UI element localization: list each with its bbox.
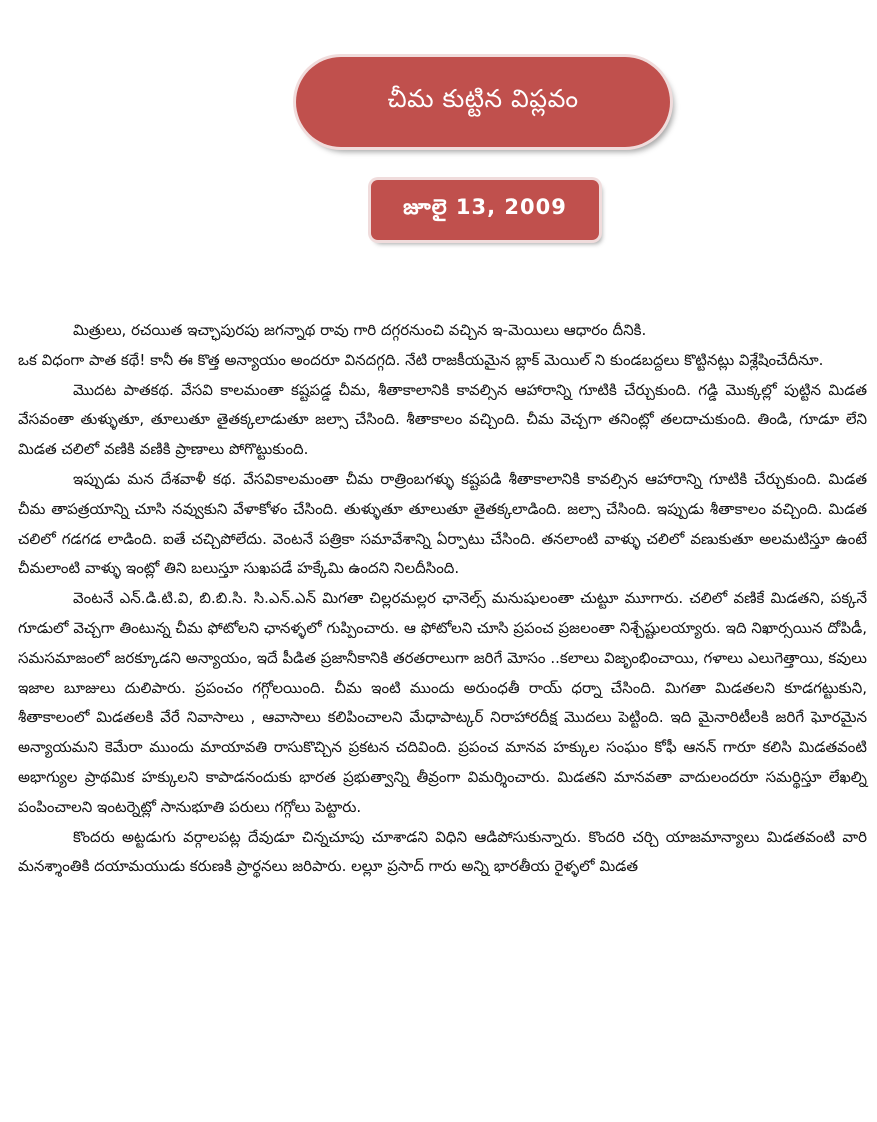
- article-paragraph: మిత్రులు, రచయిత ఇచ్ఛాపురపు జగన్నాథ రావు గారి దగ్గరనుంచి వచ్చిన ఇ-మెయిలు ఆధారం దీనికి.: [73, 321, 647, 339]
- article-title: చీమ కుట్టిన విప్లవం: [387, 84, 579, 113]
- article-paragraph: కొందరు అట్టడుగు వర్గాలపట్ల దేవుడూ చిన్నచూపు చూశాడని విధిని ఆడిపోసుకున్నారు. కొందరి చర్చి యాజమాన్యాలు మిడతవంటి వారి మనశ్శాంతికి దయామయుడు కరుణకి ప్రార్థనలు జరిపారు. లల్లూ ప్రసాద్ గారు అన్ని భారతీయ రైళ్ళలో మిడత: [18, 827, 867, 876]
- article-body: [18, 316, 867, 882]
- article-paragraph: మొదట పాతకథ. వేసవి కాలమంతా కష్టపడ్డ చీమ, శీతాకాలానికి కావల్సిన ఆహారాన్ని గూటికి చేర్చుకుంది. గడ్డి మొక్కల్లో పుట్టిన మిడత వేసవంతా తుళ్ళుతూ, తూలుతూ తైతక్కలాడుతూ జల్సా చేసింది. శీతాకాలం వచ్చింది. చీమ వెచ్చగా తనింట్లో తలదాచుకుంది. తిండి, గూడూ లేని మిడత చలిలో వణికి వణికి ప్రాణాలు పోగొట్టుకుంది.: [18, 380, 867, 459]
- article-paragraph: వెంటనే ఎన్.డి.టి.వి, బి.బి.సి. సి.ఎన్.ఎన్ మిగతా చిల్లరమల్లర ఛానెల్స్ మనుషులంతా చుట్టూ మూగారు. చలిలో వణికే మిడతని, పక్కనే గూడులో వెచ్చగా తింటున్న చీమ ఫోటోలని ఛానళ్ళలో గుప్పించారు. ఆ ఫోటోలని చూసి ప్రపంచ ప్రజలంతా నిశ్చేష్టులయ్యారు. ఇది నిఖార్సయిన దోపిడీ, సమసమాజంలో జరక్కూడని అన్యాయం, ఇదే పీడిత ప్రజానీకానికి తరతరాలుగా జరిగే మోసం ..కలాలు విజృంభించాయి, గళాలు ఎలుగెత్తాయి, కవులు ఇజాల బూజులు దులిపారు. ప్రపంచం గగ్గోలయింది. చీమ ఇంటి ముందు అరుంధతీ రాయ్ ధర్నా చేసింది. మిగతా మిడతలని కూడగట్టుకుని, శీతాకాలంలో మిడతలకి వేరే నివాసాలు , ఆవాసాలు కలిపించాలని మేధాపాట్కర్ నిరాహారదీక్ష మొదలు పెట్టింది. ఇది మైనారిటీలకి జరిగే ఘోరమైన అన్యాయమని కెమేరా ముందు మాయావతి రాసుకొచ్చిన ప్రకటన చదివింది. ప్రపంచ మానవ హక్కుల సంఘం కోఫీ ఆనన్ గారూ కలిసి మిడతవంటి అభాగ్యుల ప్రాథమిక హక్కులని కాపాడనందుకు భారత ప్రభుత్వాన్ని తీవ్రంగా విమర్శించారు. మిడతని మానవతా వాదులందరూ సమర్థిస్తూ లేఖల్ని పంపించాలని ఇంటర్నెట్లో సానుభూతి పరులు గగ్గోలు పెట్టారు.: [18, 589, 867, 816]
- article-paragraph: ఇప్పుడు మన దేశవాళీ కథ. వేసవికాలమంతా చీమ రాత్రింబగళ్ళు కష్టపడి శీతాకాలానికి కావల్సిన ఆహారాన్ని గూటికి చేర్చుకుంది. మిడత చీమ తాపత్రయాన్ని చూసి నవ్వుకుని వేళాకోళం చేసింది. తుళ్ళుతూ తూలుతూ తైతక్కలాడింది. జల్సా చేసింది. ఇప్పుడు శీతాకాలం వచ్చింది. మిడత చలిలో గడగడ లాడింది. ఐతే చచ్చిపోలేదు. వెంటనే పత్రికా సమావేశాన్ని ఏర్పాటు చేసింది. తనలాంటి వాళ్ళు చలిలో వణుకుతూ అలమటిస్తూ ఉంటే చీమలాంటి వాళ్ళు ఇంట్లో తిని బలుస్తూ సుఖపడే హక్కేమి ఉందని నిలదీసింది.: [18, 469, 867, 578]
- date-banner: [371, 180, 599, 240]
- article-paragraph: ఒక విధంగా పాత కథే! కానీ ఈ కొత్త అన్యాయం అందరూ వినదగ్గది. నేటి రాజకీయమైన బ్లాక్ మెయిల్ ని కుండబద్దలు కొట్టినట్లు విశ్లేషించేదీనూ.: [18, 350, 824, 369]
- article-date: జూలై 13, 2009: [403, 195, 567, 219]
- title-banner: [296, 57, 670, 147]
